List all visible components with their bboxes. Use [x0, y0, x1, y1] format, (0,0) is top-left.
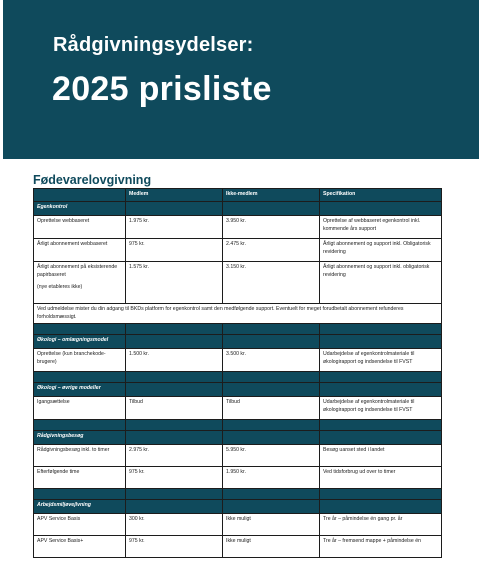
- row-member-price: 975 kr.: [126, 536, 223, 558]
- category-label: Økologi – øvrige modeller: [34, 383, 126, 397]
- row-specification: Ved tidsforbrug ud over to timer: [320, 467, 442, 489]
- row-service: Efterfølgende time: [34, 467, 126, 489]
- row-nonmember-price: Ikke muligt: [223, 514, 320, 536]
- price-table: [33, 188, 442, 558]
- row-service: Oprettelse webbaseret: [34, 216, 126, 239]
- row-nonmember-price: Ikke muligt: [223, 536, 320, 558]
- category-row-okologi-ovrige: [34, 383, 442, 397]
- spacer-row: [34, 420, 442, 431]
- table-row: [34, 514, 442, 536]
- row-member-price: 1.975 kr.: [126, 216, 223, 239]
- table-row: [34, 397, 442, 420]
- category-row-arbejdsmiljo: [34, 500, 442, 514]
- row-member-price: 1.500 kr.: [126, 349, 223, 372]
- row-service: APV Service Basis: [34, 514, 126, 536]
- row-service: APV Service Basis+: [34, 536, 126, 558]
- row-member-price: 975 kr.: [126, 467, 223, 489]
- row-specification: Udarbejdelse af egenkontrolmateriale til økologirapport og indsendelse til FVST: [320, 397, 442, 420]
- row-specification: Tre år – fremsend mappe + påmindelse én: [320, 536, 442, 558]
- row-nonmember-price: 2.475 kr.: [223, 239, 320, 262]
- hero-banner: [3, 0, 479, 159]
- table-row: [34, 536, 442, 558]
- row-specification: Tre år – påmindelse én gang pr. år: [320, 514, 442, 536]
- header-cell-service: [34, 189, 126, 202]
- row-service: Oprettelse (kun branchekode-brugere): [34, 349, 126, 372]
- table-row: [34, 239, 442, 262]
- table-row: [34, 262, 442, 304]
- category-row-raadgivningsbesoeg: [34, 431, 442, 445]
- note-row: [34, 304, 442, 324]
- category-row-egenkontrol: [34, 202, 442, 216]
- section-title: Fødevarelovgivning: [33, 173, 152, 187]
- row-member-price: 300 kr.: [126, 514, 223, 536]
- header-cell-nonmember: Ikke-medlem: [223, 189, 320, 202]
- spacer-row: [34, 489, 442, 500]
- category-label: Egenkontrol: [34, 202, 126, 216]
- row-service-note: (nye etableres ikke): [37, 284, 83, 291]
- hero-title: 2025 prisliste: [52, 70, 272, 108]
- row-nonmember-price: Tilbud: [223, 397, 320, 420]
- table-row: [34, 467, 442, 489]
- header-cell-specification: Specifikation: [320, 189, 442, 202]
- row-specification: Besøg uanset sted i landet: [320, 445, 442, 467]
- spacer-row: [34, 324, 442, 335]
- row-nonmember-price: 3.500 kr.: [223, 349, 320, 372]
- table-row: [34, 445, 442, 467]
- header-cell-member: Medlem: [126, 189, 223, 202]
- row-nonmember-price: 5.950 kr.: [223, 445, 320, 467]
- category-label: Arbejdsmiljøvejlvning: [34, 500, 126, 514]
- row-nonmember-price: 3.150 kr.: [223, 262, 320, 304]
- row-service-name: Årligt abonnement på eksisterende papirbaseret: [37, 264, 118, 278]
- table-row: [34, 216, 442, 239]
- row-nonmember-price: 1.950 kr.: [223, 467, 320, 489]
- hero-subtitle: Rådgivningsydelser:: [53, 34, 254, 56]
- row-member-price: Tilbud: [126, 397, 223, 420]
- row-nonmember-price: 3.950 kr.: [223, 216, 320, 239]
- row-member-price: 1.575 kr.: [126, 262, 223, 304]
- category-label: Rådgivningsbesøg: [34, 431, 126, 445]
- category-label: Økologi – omlægningsmodel: [34, 335, 126, 349]
- membership-note: Ved udmeldelse mister du din adgang til BKDs platform for egenkontrol samt den medfølgende support. Eventuelt for meget forudbetalt abonnement refunderes forholdsmæssigt.: [34, 304, 442, 324]
- table-row: [34, 349, 442, 372]
- spacer-row: [34, 372, 442, 383]
- row-service: [34, 262, 126, 304]
- row-member-price: 2.975 kr.: [126, 445, 223, 467]
- row-service: Igangsættelse: [34, 397, 126, 420]
- row-specification: Årligt abonnement og support inkl. Obligatorisk revidering: [320, 239, 442, 262]
- row-service: Årligt abonnement webbaseret: [34, 239, 126, 262]
- row-specification: Årligt abonnement og support inkl. obligatorisk revidering: [320, 262, 442, 304]
- row-service: Rådgivningsbesøg inkl. to timer: [34, 445, 126, 467]
- row-member-price: 975 kr.: [126, 239, 223, 262]
- row-specification: Oprettelse af webbaseret egenkontrol inkl. kommende års support: [320, 216, 442, 239]
- category-row-okologi-omlaegning: [34, 335, 442, 349]
- table-header-row: [34, 189, 442, 202]
- row-specification: Udarbejdelse af egenkontrolmateriale til økologirapport og indsendelse til FVST: [320, 349, 442, 372]
